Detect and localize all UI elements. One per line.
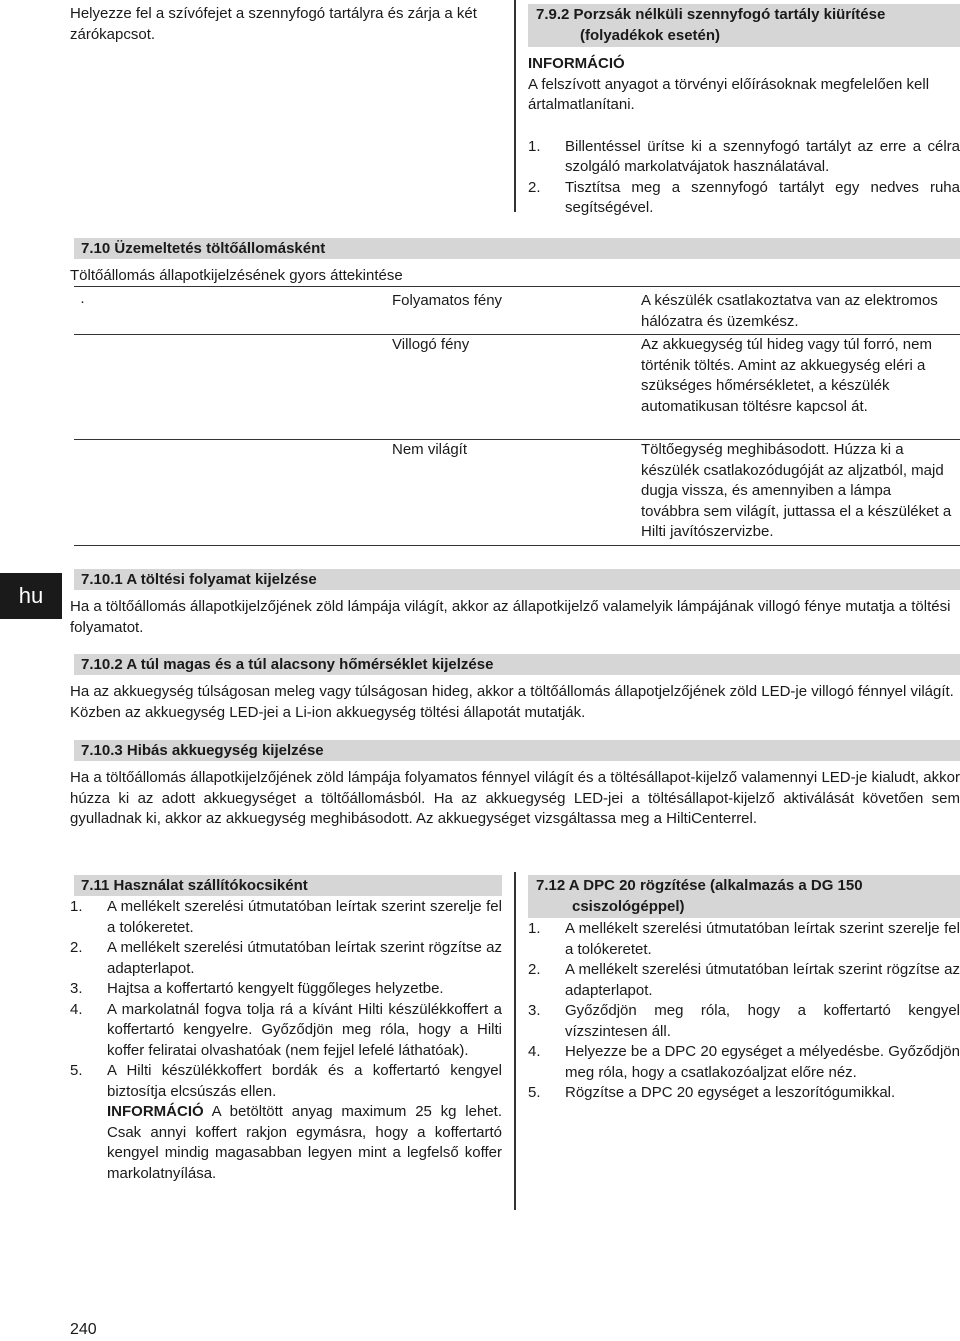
section-7-9-2-heading: 7.9.2 Porzsák nélküli szennyfogó tartály kiürítése (folyadékok esetén) (528, 4, 960, 47)
section-7-12-heading: 7.12 A DPC 20 rögzítése (alkalmazás a DG 150 csiszológéppel) (528, 875, 960, 918)
info-label: INFORMÁCIÓ (528, 55, 625, 72)
list-item: 5. A Hilti készülékkoffert bordák és a koffertartó kengyel biztosítja elcsúszás ellen. INFORMÁCIÓ A betöltött anyag maximum 25 kg lehet. Csak annyi koffert rakjon egymásra, hogy a koffertartó kengyel mindig magasabban legyen mint a legfelső koffer markolatnyílása. (70, 1062, 502, 1182)
section-7-12-steps (528, 919, 960, 1104)
table-row (74, 335, 960, 440)
language-tab: hu (0, 573, 62, 619)
table-row (74, 440, 960, 546)
list-item: 1. Billentéssel ürítse ki a szennyfogó tartályt az erre a célra szolgáló markolatvájatok használatával. (528, 137, 960, 175)
section-7-11-steps (70, 897, 502, 1184)
list-item: 2. A mellékelt szerelési útmutatóban leírtak szerint rögzítse az adapterlapot. (70, 939, 502, 977)
status-desc: Az akkuegység túl hideg vagy túl forró, nem történik töltés. Amint az akkuegység eléri a szükséges hőmérsékletet, a készülék automatikusan töltésre kapcsol át. (641, 336, 932, 415)
list-item: 4. Helyezze be a DPC 20 egységet a mélyedésbe. Győződjön meg róla, hogy a csatlakozóaljzat előre néz. (528, 1043, 960, 1081)
column-divider-top (514, 0, 516, 212)
intro-paragraph: Helyezze fel a szívófejet a szennyfogó tartályra és zárja a két zárókapcsot. (70, 5, 477, 43)
section-7-10-2-heading: 7.10.2 A túl magas és a túl alacsony hőmérséklet kijelzése (74, 654, 960, 675)
info-text: A felszívott anyagot a törvényi előírásoknak megfelelően kell ártalmatlanítani. (528, 75, 930, 113)
section-7-10-1-text: Ha a töltőállomás állapotkijelzőjének zöld lámpája világít, akkor az állapotkijelző valamelyik lámpájának villogó fénye mutatja a töltési folyamatot. (70, 598, 951, 636)
column-divider-bottom (514, 872, 516, 1210)
section-7-9-2 (528, 4, 960, 219)
section-7-9-2-steps (528, 137, 960, 219)
status-table-top-rule (74, 286, 960, 287)
list-item: 3. Győződjön meg róla, hogy a koffertartó kengyel vízszintesen áll. (528, 1002, 960, 1040)
section-7-11-heading: 7.11 Használat szállítókocsiként (74, 875, 502, 896)
list-item: 2. Tisztítsa meg a szennyfogó tartályt egy nedves ruha segítségével. (528, 178, 960, 216)
info-text: A betöltött anyag maximum 25 kg lehet. Csak annyi koffert rakjon egymásra, hogy a koffertartó kengyel mindig magasabban legyen mint a legfelső koffer markolatnyílása. (107, 1103, 502, 1182)
list-item: 4. A markolatnál fogva tolja rá a kívánt Hilti készülékkoffert a koffertartó kengyelre. Győződjön meg róla, hogy a Hilti koffer feliratai olvashatóak (nem fejjel lefelé láthatóak). (70, 1000, 502, 1059)
list-item: 1. A mellékelt szerelési útmutatóban leírtak szerint szerelje fel a tolókeretet. (70, 898, 502, 936)
info-label: INFORMÁCIÓ (107, 1103, 204, 1120)
section-7-11 (70, 875, 502, 1184)
section-7-10-subtitle: Töltőállomás állapotkijelzésének gyors áttekintése (70, 267, 403, 284)
status-state: Villogó fény (392, 336, 470, 353)
section-7-10-heading: 7.10 Üzemeltetés töltőállomásként (74, 238, 960, 259)
status-desc: A készülék csatlakoztatva van az elektromos hálózatra és üzemkész. (641, 292, 938, 330)
section-7-10-3-heading: 7.10.3 Hibás akkuegység kijelzése (74, 740, 960, 761)
section-7-10-2-text: Ha az akkuegység túlságosan meleg vagy túlságosan hideg, akkor a töltőállomás állapotjelzőjének zöld LED-je villogó fénnyel világít. Közben az akkuegység LED-jei a Li-ion akkuegység töltési állapotát mutatják. (70, 683, 954, 721)
section-7-12 (528, 875, 960, 1104)
status-desc: Töltőegység meghibásodott. Húzza ki a készülék csatlakozódugóját az aljzatból, majd dugja vissza, és amennyiben a lámpa továbbra sem világít, juttassa el a készüléket a Hilti javítószervizbe. (641, 441, 952, 540)
section-7-10-3-text: Ha a töltőállomás állapotkijelzőjének zöld lámpája folyamatos fénnyel világít és a töltésállapot-kijelző valamennyi LED-je kialudt, akkor húzza ki az adott akkuegységet a töltőállomásból. Ha az akkuegység LED-jei a töltésállapot-kijelző aktiválását követően sem gyulladnak ki, akkor az akkuegység meghibásodott. Az akkuegységet vizsgáltassa meg a HiltiCenterrel. (70, 769, 960, 827)
section-7-10-1-heading: 7.10.1 A töltési folyamat kijelzése (74, 569, 960, 590)
table-row (74, 288, 960, 335)
list-item: 3. Hajtsa a koffertartó kengyelt függőleges helyzetbe. (70, 980, 444, 997)
status-state: Folyamatos fény (392, 292, 503, 309)
status-state: Nem világít (392, 441, 468, 458)
page-number: 240 (70, 1321, 97, 1338)
status-indicator-bullet: · (80, 293, 85, 310)
list-item: 2. A mellékelt szerelési útmutatóban leírtak szerint rögzítse az adapterlapot. (528, 961, 960, 999)
list-item: 5. Rögzítse a DPC 20 egységet a leszorítógumikkal. (528, 1084, 896, 1101)
list-item: 1. A mellékelt szerelési útmutatóban leírtak szerint szerelje fel a tolókeretet. (528, 920, 960, 958)
